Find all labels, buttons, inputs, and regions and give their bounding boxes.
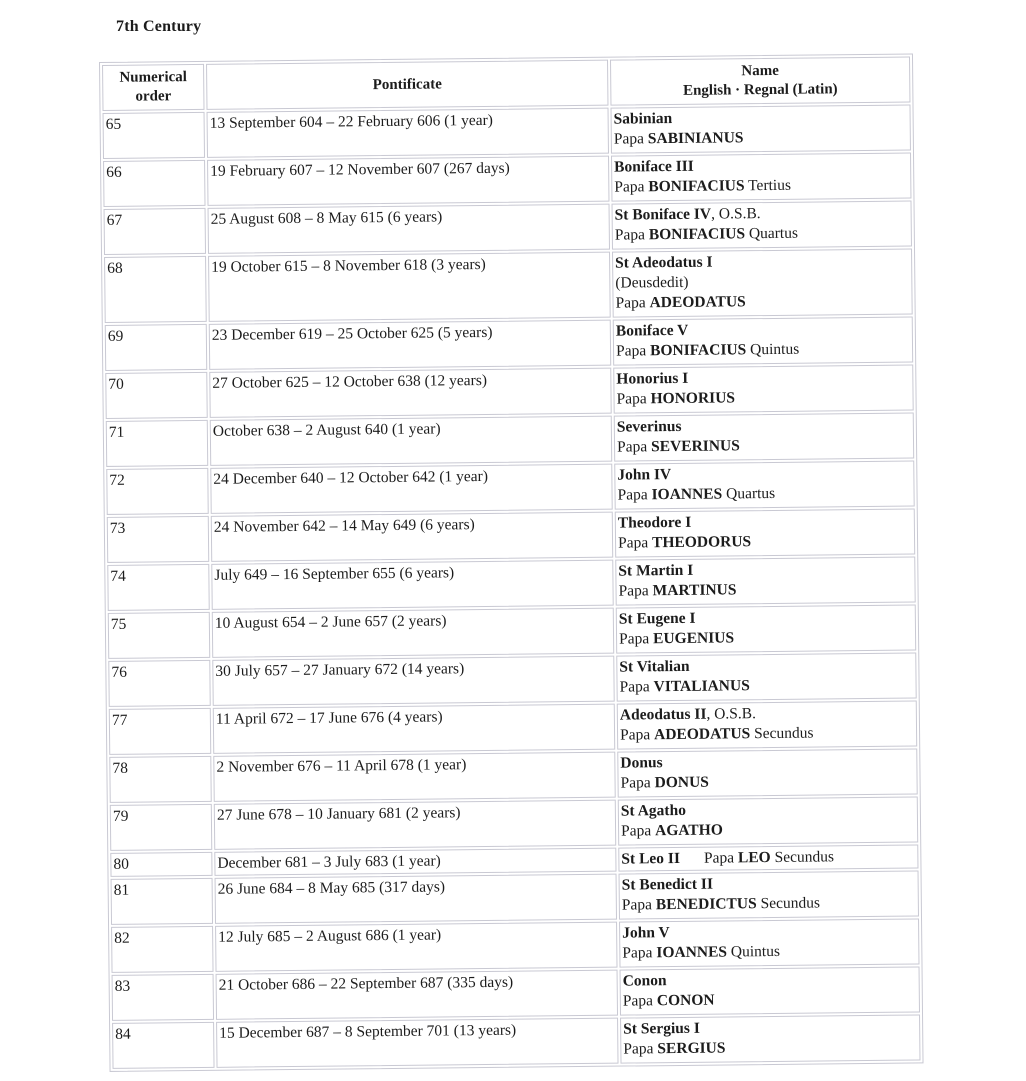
cell-name (612, 200, 912, 249)
cell-name (614, 412, 914, 461)
table-row (111, 870, 919, 924)
table-row (106, 412, 914, 466)
header-num-line1: Numerical (119, 69, 187, 86)
table-row (112, 966, 920, 1020)
english-name: St Martin I (618, 561, 694, 580)
english-name: Boniface V (615, 321, 689, 340)
cell-numerical-order: 65 (103, 112, 205, 159)
papa-prefix: Papa (620, 822, 652, 840)
table-row (107, 556, 915, 610)
table-header-row (102, 57, 910, 111)
english-name: Conon (622, 972, 667, 990)
cell-numerical-order: 84 (112, 1022, 214, 1069)
english-name-suffix: , O.S.B. (706, 705, 757, 723)
regnal-name: BENEDICTUS (655, 895, 757, 914)
table-row (103, 105, 911, 159)
cell-numerical-order: 75 (108, 612, 210, 659)
cell-pontificate: 15 December 687 – 8 September 701 (13 years) (216, 1018, 618, 1068)
cell-numerical-order: 74 (107, 564, 209, 611)
papa-prefix: Papa (619, 678, 650, 696)
header-name (610, 57, 910, 106)
english-name: Donus (620, 754, 663, 772)
cell-pontificate: 13 September 604 – 22 February 606 (1 year) (207, 108, 609, 158)
header-name-line2: English · Regnal (Latin) (682, 81, 838, 99)
cell-pontificate: 10 August 654 – 2 June 657 (2 years) (212, 608, 614, 658)
papa-prefix: Papa (613, 130, 645, 148)
cell-name (612, 248, 913, 317)
regnal-name: BONIFACIUS (648, 225, 746, 244)
papa-prefix: Papa (615, 342, 647, 360)
cell-name (613, 316, 913, 365)
regnal-ordinal: Quintus (730, 942, 781, 961)
cell-name (619, 918, 919, 967)
cell-name (618, 796, 918, 845)
papa-prefix: Papa (619, 726, 651, 744)
cell-name (620, 1014, 920, 1063)
table-row (103, 153, 911, 207)
table-row (104, 248, 913, 322)
cell-numerical-order: 70 (105, 372, 207, 419)
regnal-name: SABINIANUS (647, 129, 744, 148)
cell-name (617, 700, 917, 749)
papa-prefix: Papa (618, 582, 649, 600)
table-row (109, 700, 917, 754)
papa-prefix: Papa (614, 226, 646, 244)
cell-numerical-order: 79 (110, 804, 212, 851)
header-num-line2: order (135, 88, 172, 105)
cell-numerical-order: 68 (104, 256, 207, 323)
regnal-name: LEO (737, 849, 771, 867)
cell-pontificate: July 649 – 16 September 655 (6 years) (211, 560, 613, 610)
regnal-name: SERGIUS (657, 1039, 726, 1058)
cell-pontificate: 19 October 615 – 8 November 618 (3 years) (208, 252, 611, 322)
regnal-name: THEODORUS (651, 533, 752, 552)
table-row (107, 508, 915, 562)
english-name: St Agatho (620, 801, 686, 820)
papa-prefix: Papa (615, 294, 646, 312)
regnal-name: SEVERINUS (650, 437, 740, 456)
english-name: Honorius I (616, 369, 689, 388)
english-name: John V (622, 924, 670, 942)
english-name: Severinus (616, 417, 682, 436)
papa-prefix: Papa (620, 774, 651, 792)
table-row (109, 748, 917, 802)
papa-prefix: Papa (616, 438, 648, 456)
english-name: St Adeodatus I (615, 253, 713, 272)
cell-pontificate: 27 October 625 – 12 October 638 (12 years) (209, 368, 611, 418)
papa-prefix: Papa (617, 486, 648, 504)
table-row (108, 652, 916, 706)
papa-prefix: Papa (614, 178, 645, 196)
cell-pontificate: December 681 – 3 July 683 (1 year) (214, 848, 616, 876)
papa-prefix: Papa (621, 896, 653, 914)
popes-table (99, 53, 924, 1071)
regnal-ordinal: Quartus (726, 484, 776, 503)
header-pontificate-label: Pontificate (372, 75, 442, 93)
table-row (104, 200, 912, 254)
papa-prefix: Papa (623, 1040, 654, 1058)
cell-name (615, 556, 915, 605)
papa-prefix: Papa (622, 992, 654, 1010)
cell-pontificate: 19 February 607 – 12 November 607 (267 days) (207, 156, 609, 206)
regnal-name: ADEODATUS (649, 293, 746, 312)
english-name-suffix: , O.S.B. (710, 205, 761, 223)
table-row (106, 460, 914, 514)
table-row (110, 796, 918, 850)
regnal-ordinal: Quintus (750, 340, 800, 359)
papa-prefix: Papa (616, 390, 647, 408)
cell-name (616, 652, 916, 701)
english-name: St Benedict II (621, 875, 714, 894)
header-pontificate (206, 60, 608, 110)
english-name: St Boniface IV (614, 205, 712, 224)
table-row (112, 1014, 920, 1068)
papa-prefix: Papa (618, 630, 650, 648)
cell-name (616, 604, 916, 653)
cell-numerical-order: 81 (111, 878, 213, 925)
cell-name (618, 844, 918, 871)
cell-pontificate: 12 July 685 – 2 August 686 (1 year) (215, 922, 617, 972)
table-body (103, 105, 921, 1069)
english-name: Sabinian (613, 110, 673, 128)
cell-numerical-order: 83 (112, 974, 214, 1021)
regnal-name: MARTINUS (652, 581, 737, 600)
regnal-name: BONIFACIUS (649, 341, 747, 360)
papa-prefix: Papa (703, 849, 735, 867)
cell-numerical-order: 67 (104, 208, 206, 255)
cell-name (617, 748, 917, 797)
table-row (111, 918, 919, 972)
cell-numerical-order: 66 (103, 160, 205, 207)
cell-pontificate: 25 August 608 – 8 May 615 (6 years) (208, 204, 610, 254)
cell-name (619, 870, 919, 919)
cell-pontificate: 26 June 684 – 8 May 685 (317 days) (215, 874, 617, 924)
regnal-name: CONON (656, 991, 715, 1010)
papa-prefix: Papa (622, 944, 653, 962)
regnal-ordinal: Quartus (748, 224, 799, 243)
cell-numerical-order: 78 (109, 756, 211, 803)
cell-pontificate: 21 October 686 – 22 September 687 (335 days) (216, 970, 618, 1020)
cell-numerical-order: 69 (105, 324, 207, 371)
cell-name (611, 105, 911, 154)
cell-name (613, 364, 913, 413)
cell-numerical-order: 77 (109, 708, 211, 755)
cell-numerical-order: 76 (108, 660, 210, 707)
cell-pontificate: 2 November 676 – 11 April 678 (1 year) (213, 752, 615, 802)
english-name: St Eugene I (618, 609, 696, 628)
header-name-line1: Name (741, 62, 779, 80)
popes-table-wrapper (99, 53, 924, 1071)
cell-pontificate: 23 December 619 – 25 October 625 (5 years) (209, 320, 611, 370)
cell-name (614, 460, 914, 509)
cell-pontificate: October 638 – 2 August 640 (1 year) (210, 416, 612, 466)
english-name: St Sergius I (623, 1019, 700, 1038)
table-row (108, 604, 916, 658)
cell-numerical-order: 72 (106, 468, 208, 515)
table-row (105, 364, 913, 418)
cell-numerical-order: 80 (110, 852, 212, 877)
table-row (105, 316, 913, 370)
english-name: St Vitalian (619, 657, 690, 676)
cell-numerical-order: 82 (111, 926, 213, 973)
papa-prefix: Papa (617, 534, 649, 552)
cell-pontificate: 24 December 640 – 12 October 642 (1 year) (210, 464, 612, 514)
page-title: 7th Century (116, 18, 202, 35)
cell-name (615, 508, 915, 557)
regnal-name: ADEODATUS (654, 725, 751, 744)
regnal-name: EUGENIUS (652, 629, 735, 648)
alternate-name: (Deusdedit) (615, 273, 689, 292)
cell-numerical-order: 71 (106, 420, 208, 467)
regnal-name: IOANNES (651, 485, 723, 504)
regnal-name: AGATHO (655, 821, 723, 840)
english-name: Adeodatus II (619, 705, 707, 724)
english-name: Boniface III (614, 157, 694, 176)
cell-numerical-order: 73 (107, 516, 209, 563)
regnal-name: BONIFACIUS (648, 177, 745, 196)
regnal-ordinal: Secundus (754, 724, 814, 743)
cell-name (611, 153, 911, 202)
english-name: John IV (617, 466, 672, 484)
regnal-ordinal: Tertius (748, 176, 792, 195)
cell-pontificate: 27 June 678 – 10 January 681 (2 years) (214, 800, 616, 850)
cell-pontificate: 24 November 642 – 14 May 649 (6 years) (211, 512, 613, 562)
english-name: St Leo II (621, 849, 681, 868)
cell-pontificate: 30 July 657 – 27 January 672 (14 years) (212, 656, 614, 706)
cell-pontificate: 11 April 672 – 17 June 676 (4 years) (213, 704, 615, 754)
regnal-name: IOANNES (656, 943, 728, 962)
english-name: Theodore I (617, 513, 692, 532)
header-numerical-order (102, 64, 204, 111)
regnal-name: DONUS (654, 773, 709, 792)
regnal-name: VITALIANUS (653, 677, 750, 696)
regnal-name: HONORIUS (650, 389, 736, 408)
regnal-ordinal: Secundus (760, 894, 821, 913)
cell-name (620, 966, 920, 1015)
regnal-ordinal: Secundus (774, 848, 835, 866)
